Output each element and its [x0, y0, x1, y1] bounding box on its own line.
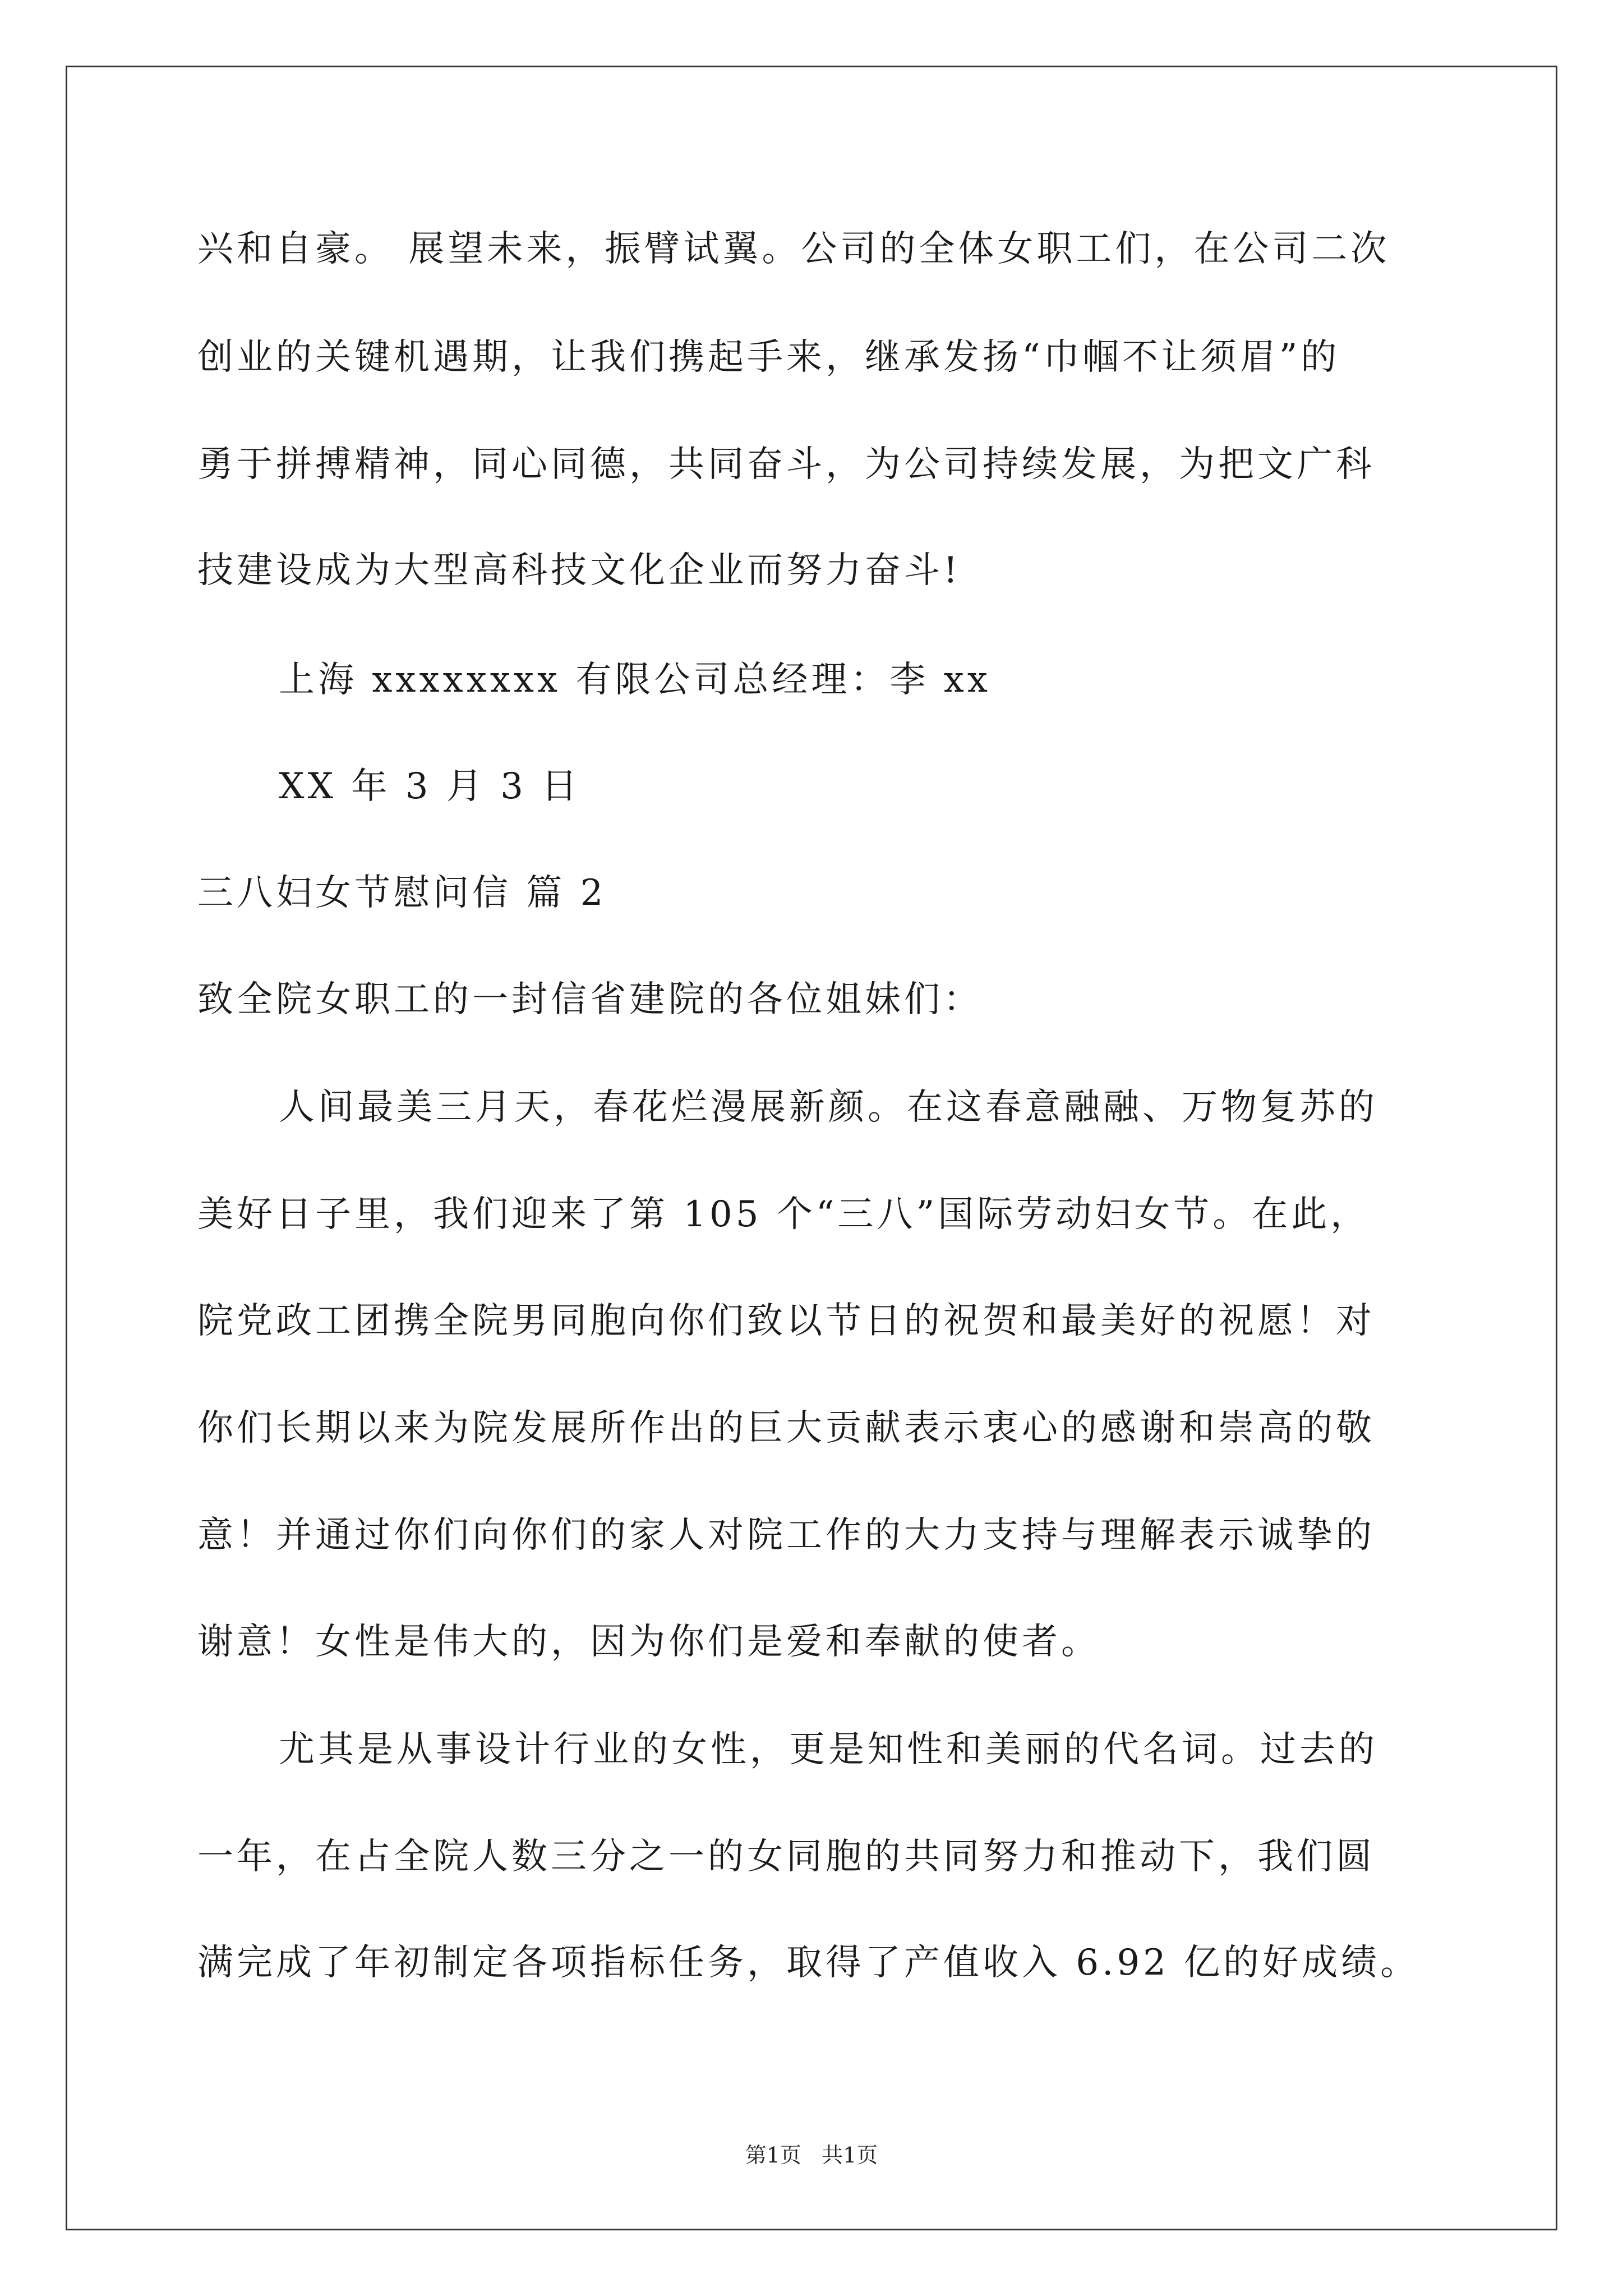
- text-line-2: 创业的关键机遇期，让我们携起手来，继承发扬“巾帼不让须眉”的: [197, 337, 1340, 378]
- text-line-9: 人间最美三月天，春花烂漫展新颜。在这春意融融、万物复苏的: [279, 1087, 1378, 1128]
- text-line-3: 勇于拼搏精神，同心同德，共同奋斗，为公司持续发展，为把文广科: [197, 444, 1375, 485]
- text-line-13: 意！并通过你们向你们的家人对院工作的大力支持与理解表示诚挚的: [197, 1515, 1375, 1556]
- text-line-1: 兴和自豪。 展望未来，振臂试翼。公司的全体女职工们，在公司二次: [197, 228, 1390, 270]
- text-line-14: 谢意！女性是伟大的，因为你们是爱和奉献的使者。: [197, 1621, 1100, 1663]
- salutation-line: 致全院女职工的一封信省建院的各位姐妹们：: [197, 979, 983, 1020]
- section-heading: 三八妇女节慰问信 篇 2: [197, 872, 607, 914]
- text-line-16: 一年，在占全院人数三分之一的女同胞的共同努力和推动下，我们圆: [197, 1836, 1375, 1878]
- page-footer: 第1页 共1页: [745, 2143, 878, 2168]
- text-line-17: 满完成了年初制定各项指标任务，取得了产值收入 6.92 亿的好成绩。: [197, 1942, 1420, 1984]
- signature-line: 上海 xxxxxxxx 有限公司总经理：李 xx: [279, 659, 991, 701]
- text-line-10: 美好日子里，我们迎来了第 105 个“三八”国际劳动妇女节。在此，: [197, 1194, 1370, 1235]
- text-line-4: 技建设成为大型高科技文化企业而努力奋斗!: [197, 550, 961, 591]
- date-line: XX 年 3 月 3 日: [279, 766, 581, 807]
- text-line-11: 院党政工团携全院男同胞向你们致以节日的祝贺和最美好的祝愿！对: [197, 1300, 1375, 1342]
- text-line-12: 你们长期以来为院发展所作出的巨大贡献表示衷心的感谢和崇高的敬: [197, 1407, 1375, 1449]
- text-line-15: 尤其是从事设计行业的女性，更是知性和美丽的代名词。过去的: [279, 1729, 1378, 1770]
- page-border: [66, 66, 1557, 2230]
